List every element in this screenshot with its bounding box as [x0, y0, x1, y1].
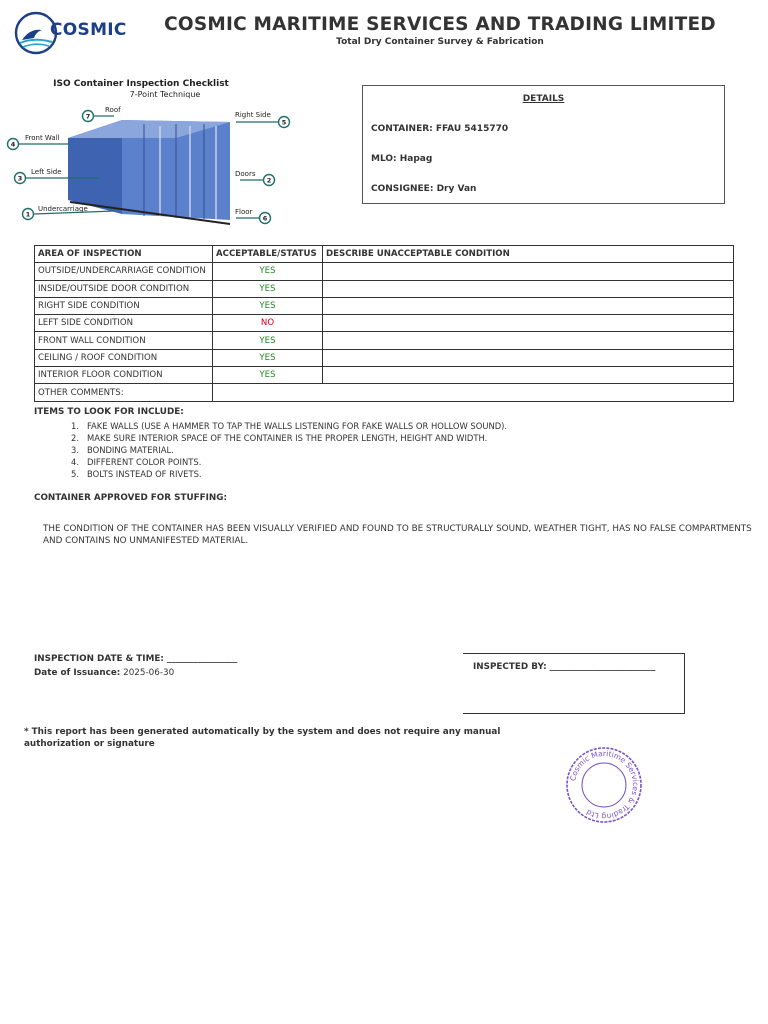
approval-title: CONTAINER APPROVED FOR STUFFING: — [34, 493, 227, 503]
marker-7-number: 7 — [85, 112, 91, 121]
consignee-value: CONSIGNEE: Dry Van — [371, 184, 477, 194]
status-cell: YES — [213, 280, 323, 297]
issuance-date — [34, 668, 174, 678]
description-cell — [323, 315, 734, 332]
list-item-number: 5. — [71, 469, 79, 480]
list-item — [71, 421, 508, 433]
details-box — [362, 85, 725, 204]
list-item-number: 2. — [71, 433, 79, 444]
column-header-status: ACCEPTABLE/STATUS — [213, 246, 323, 263]
marker-6-number: 6 — [262, 214, 268, 223]
other-comments-value — [213, 384, 734, 401]
details-title: DETAILS — [522, 94, 565, 104]
area-cell: LEFT SIDE CONDITION — [35, 315, 213, 332]
items-title: ITEMS TO LOOK FOR INCLUDE: — [34, 407, 184, 417]
marker-1-number: 1 — [25, 210, 31, 219]
area-cell: FRONT WALL CONDITION — [35, 332, 213, 349]
diagram-title: ISO Container Inspection Checklist — [53, 79, 229, 89]
description-cell — [323, 263, 734, 280]
list-item-number: 3. — [71, 445, 79, 456]
issuance-value: 2025-06-30 — [123, 668, 175, 678]
table-header-row — [35, 246, 734, 263]
marker-label-doors: Doors — [235, 170, 256, 178]
table-row — [35, 297, 734, 314]
marker-4-number: 4 — [10, 140, 16, 149]
column-header-description: DESCRIBE UNACCEPTABLE CONDITION — [323, 246, 734, 263]
description-cell — [323, 332, 734, 349]
description-cell — [323, 280, 734, 297]
area-cell: OUTSIDE/UNDERCARRIAGE CONDITION — [35, 263, 213, 280]
company-tagline: Total Dry Container Survey & Fabrication — [336, 37, 544, 47]
marker-label-left-side: Left Side — [31, 168, 62, 176]
area-cell: CEILING / ROOF CONDITION — [35, 349, 213, 366]
list-item-number: 4. — [71, 457, 79, 468]
marker-label-floor: Floor — [235, 208, 253, 216]
status-cell: YES — [213, 367, 323, 384]
other-comments-row — [35, 384, 734, 401]
container-inspection-diagram — [4, 74, 304, 234]
table-row — [35, 332, 734, 349]
list-item-number: 1. — [71, 421, 79, 431]
approval-statement: THE CONDITION OF THE CONTAINER HAS BEEN VISUALLY VERIFIED AND FOUND TO BE STRUCTURALLY SOUND, WEATHER TIGHT, HAS NO FALSE COMPARTMENTS AND CONTAINS NO UNMANIFESTED MATERIAL. — [43, 524, 752, 546]
inspection-date-label: INSPECTION DATE & TIME: ________________ — [34, 654, 238, 664]
status-cell: YES — [213, 297, 323, 314]
description-cell — [323, 349, 734, 366]
marker-5-number: 5 — [281, 118, 287, 127]
marker-3-number: 3 — [17, 174, 23, 183]
list-item — [71, 469, 507, 481]
table-row — [35, 263, 734, 280]
stamp-seal-icon — [563, 745, 645, 825]
company-stamp — [563, 745, 645, 825]
area-cell: RIGHT SIDE CONDITION — [35, 297, 213, 314]
list-item-text: FAKE WALLS (USE A HAMMER TO TAP THE WALLS LISTENING FOR FAKE WALLS OR HOLLOW SOUND). — [87, 421, 508, 431]
column-header-area: AREA OF INSPECTION — [35, 246, 213, 263]
area-cell: INSIDE/OUTSIDE DOOR CONDITION — [35, 280, 213, 297]
list-item — [71, 457, 507, 469]
footnote: * This report has been generated automatically by the system and does not require any manual authorization or signature — [24, 727, 501, 750]
area-cell: INTERIOR FLOOR CONDITION — [35, 367, 213, 384]
table-row — [35, 349, 734, 366]
marker-label-roof: Roof — [105, 106, 121, 114]
marker-label-front-wall: Front Wall — [25, 134, 60, 142]
shipping-container-illustration — [68, 120, 230, 224]
inspected-by-box — [463, 653, 685, 714]
status-cell: NO — [213, 315, 323, 332]
inspected-by-label: INSPECTED BY: ________________________ — [473, 662, 656, 672]
mlo-value: MLO: Hapag — [371, 154, 433, 164]
list-item — [71, 445, 507, 457]
logo-text: COSMIC — [50, 20, 127, 40]
diagram-subtitle: 7-Point Technique — [129, 90, 201, 99]
list-item-text: MAKE SURE INTERIOR SPACE OF THE CONTAINER IS THE PROPER LENGTH, HEIGHT AND WIDTH. — [87, 433, 488, 444]
other-comments-label: OTHER COMMENTS: — [35, 384, 213, 401]
list-item-text: DIFFERENT COLOR POINTS. — [87, 457, 202, 468]
status-cell: YES — [213, 332, 323, 349]
list-item-text: BOLTS INSTEAD OF RIVETS. — [87, 469, 202, 480]
stamp-text: Cosmic Maritime Services & Trading Ltd — [568, 748, 641, 822]
svg-text:Cosmic Maritime Services & Tra — [568, 749, 640, 821]
items-list — [71, 421, 508, 481]
status-cell: YES — [213, 263, 323, 280]
marker-label-undercarriage: Undercarriage — [38, 205, 88, 213]
marker-2-number: 2 — [266, 176, 272, 185]
list-item — [71, 433, 507, 445]
table-row — [35, 315, 734, 332]
status-cell: YES — [213, 349, 323, 366]
inspection-table — [34, 245, 734, 402]
description-cell — [323, 297, 734, 314]
marker-label-right-side: Right Side — [235, 111, 271, 119]
table-row — [35, 280, 734, 297]
company-name: COSMIC MARITIME SERVICES AND TRADING LIMITED — [164, 14, 716, 35]
description-cell — [323, 367, 734, 384]
container-number: CONTAINER: FFAU 5415770 — [371, 124, 509, 134]
list-item-text: BONDING MATERIAL. — [87, 445, 174, 456]
issuance-label: Date of Issuance: — [34, 668, 121, 678]
table-row — [35, 367, 734, 384]
